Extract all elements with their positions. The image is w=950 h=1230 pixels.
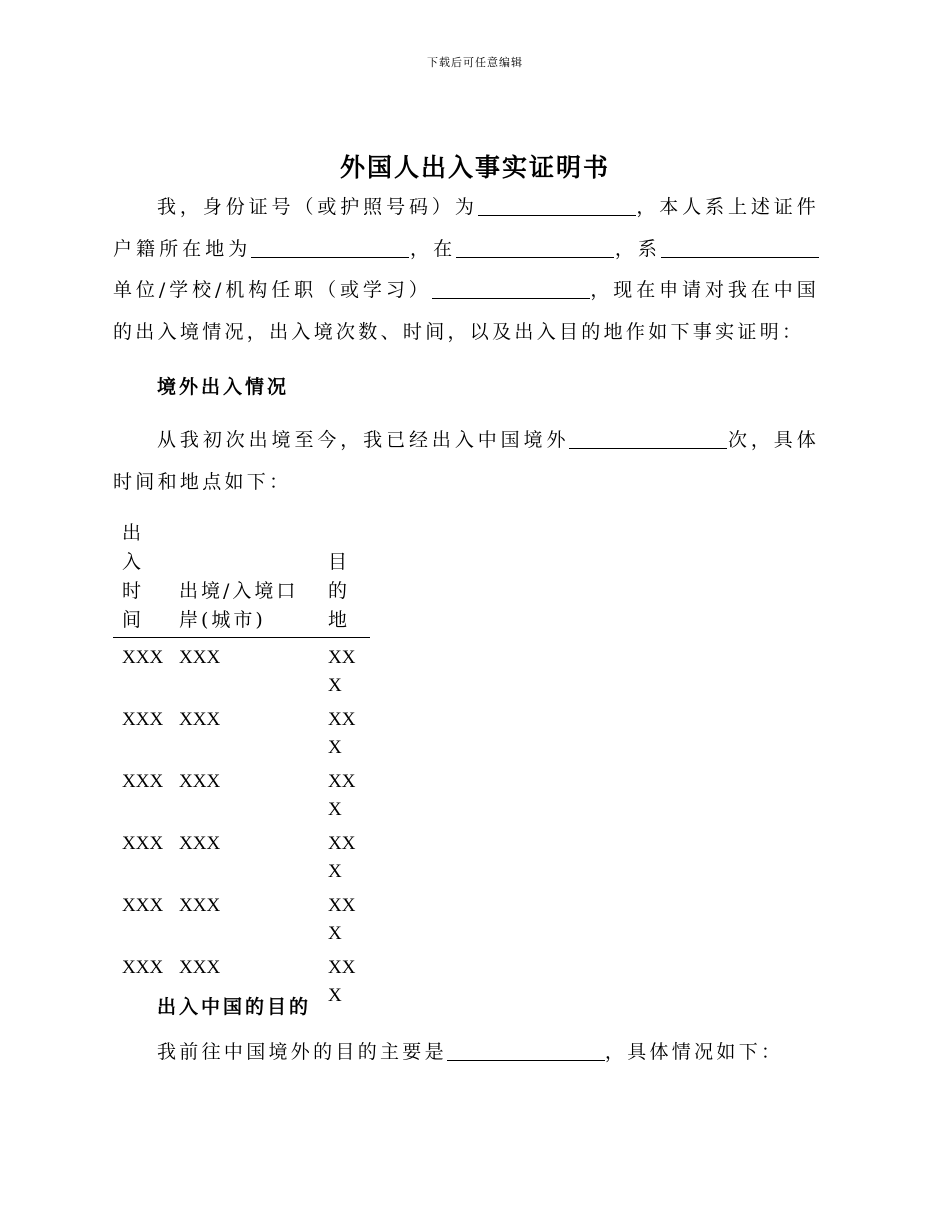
entry-count-text-1: 从我初次出境至今，我已经出入中国境外 [157,429,570,451]
cell-destination: XXX [328,647,356,696]
purpose-paragraph [113,1032,819,1074]
header-time: 出入时间 [122,522,145,631]
position-blank[interactable] [432,278,590,299]
header-destination: 目的地 [328,551,351,631]
cell-port: XXX [179,833,221,854]
cell-time: XXX [122,709,164,730]
cell-time: XXX [122,895,164,916]
domicile-blank[interactable] [251,237,409,258]
cell-destination: XXX [328,957,356,1006]
cell-port: XXX [179,709,221,730]
entry-exit-table [113,519,370,1010]
purpose-text-1: 我前往中国境外的目的主要是 [157,1041,447,1063]
header-port: 出境/入境口岸(城市) [179,580,299,631]
organization-blank[interactable] [661,237,819,258]
intro-text-1: 我，身份证号（或护照号码）为 [157,196,478,218]
table-row [113,824,370,886]
purpose-text-2: ，具体情况如下： [604,1041,784,1063]
cell-port: XXX [179,957,221,978]
id-number-blank[interactable] [478,195,636,216]
table-row [113,700,370,762]
intro-text-3: ，在 [409,237,457,260]
entry-count-text-2: 次，具体时间和地点如下： [113,429,819,493]
document-title: 外国人出入事实证明书 [339,153,610,182]
cell-destination: XXX [328,833,356,882]
section-heading-purpose: 出入中国的目的 [157,996,312,1018]
table-row [113,886,370,948]
intro-text-6: ，现在申请对我在中国的出入境情况，出入境次数、时间，以及出入目的地作如下事实证明： [113,279,819,343]
purpose-blank[interactable] [447,1040,605,1061]
table-header-row [113,519,370,638]
entry-count-blank[interactable] [569,428,727,449]
cell-time: XXX [122,647,164,668]
entry-count-paragraph [113,420,819,503]
header-note: 下载后可任意编辑 [427,56,523,69]
location-blank[interactable] [456,237,614,258]
cell-time: XXX [122,771,164,792]
cell-port: XXX [179,647,221,668]
section-heading-entry-exit: 境外出入情况 [157,376,290,398]
cell-destination: XXX [328,895,356,944]
intro-text-4: ，系 [614,237,661,260]
cell-port: XXX [179,895,221,916]
cell-time: XXX [122,957,164,978]
intro-paragraph [113,187,819,353]
table-row [113,762,370,824]
cell-destination: XXX [328,709,356,758]
table-row [113,638,370,700]
intro-text-5: 单位/学校/机构任职（或学习） [113,279,432,301]
intro-text-2: ，本人系上述证件户籍所在地为 [113,196,820,260]
cell-time: XXX [122,833,164,854]
cell-port: XXX [179,771,221,792]
cell-destination: XXX [328,771,356,820]
